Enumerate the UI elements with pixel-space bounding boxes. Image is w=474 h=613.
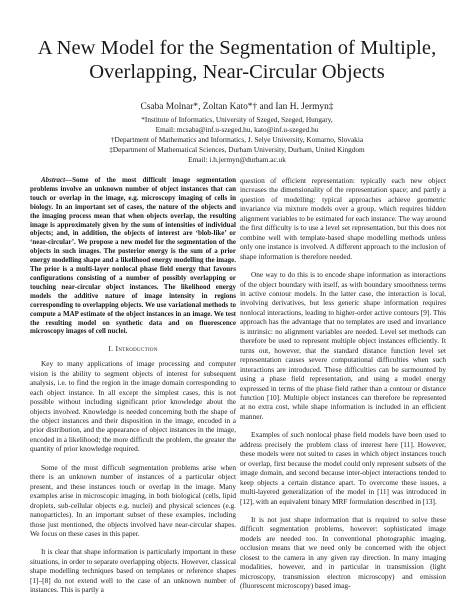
body-paragraph: It is clear that shape information is particularly important in these situations, in order to separate overlapping objects. However, classical shape modelling techniques based on templates or reference shapes [1]–[8] do not extend well to the case of an unknown number of instances. This is partly a xyxy=(30,547,236,595)
body-paragraph: Examples of such nonlocal phase field models have been used to address precisely the problem class of interest here [11]. However, these models were not suited to cases in which object instances touch or overlap, first because the model could only represent subsets of the image domain, and second because inter-object interactions tended to keep objects a certain distance apart. To overcome these issues, a multi-layered generalization of the model in [11] was introduced in [12], with an equivalent binary MRF formulation described in [13]. xyxy=(240,430,446,506)
affiliation-line: ‡Department of Mathematical Sciences, Durham University, Durham, United Kingdom xyxy=(109,144,365,154)
affiliation-line: Email: mcsaba@inf.u-szeged.hu, kato@inf.u-szeged.hu xyxy=(155,124,319,134)
affiliations xyxy=(20,115,454,165)
body-paragraph: Key to many applications of image processing and computer vision is the ability to segment objects of interest for subsequent analysis, i.e. to find the region in the image domain corresponding to each object instance. In all except the simplest cases, this is not possible without including significant prior knowledge about the objects involved. Knowledge is needed concerning both the shape of the object instances and their disposition in the image, encoded in a prior distribution, and the appearance of object instances in the image, encoded in a likelihood; the more difficult the problem, the greater the quantity of prior knowledge required. xyxy=(30,359,236,454)
body-paragraph: One way to do this is to encode shape information as interactions of the object boundary with itself, as with boundary smoothness terms in active contour models. In the latter case, the interaction is local, involving derivatives, but less generic shape information requires nonlocal interactions, leading to higher-order active contours [9]. This approach has the advantage that no templates are used and invariance is intrinsic: no alignment variables are needed. Level set methods can therefore be used to represent multiple object instances efficiently. It turns out, however, that the standard distance function level set representation causes severe computational difficulties when such interactions are introduced. These difficulties can be surmounted by using a phase field representation, and using a model energy expressed in terms of the phase field rather than a contour or distance function [10]. Multiple object instances can therefore be represented at no extra cost, while shape information is included in an efficient manner. xyxy=(240,270,446,421)
affiliation-line: †Department of Mathematics and Informatics, J. Selye University, Komarno, Slovakia xyxy=(110,134,364,144)
body-paragraph: Some of the most difficult segmentation problems arise when there is an unknown number of instances of a particular object present, and these instances touch or overlap in the image. Many examples arise in microscopic imaging, in both biological (cells, lipid droplets, sub-cellular objects e.g. nuclei) and physical sciences (e.g. nanoparticles). In an important subset of these examples, including those just mentioned, the objects involved have near-circular shapes. We focus on these cases in this paper. xyxy=(30,462,236,539)
abstract-text: —Some of the most difficult image segmentation problems involve an unknown number of object instances that can touch or overlap in the image, e.g. microscopy imaging of cells in biology. In an important set of cases, the nature of the objects and the imaging process mean that when objects overlap, the resulting image is approximately given by the sum of intensities of individual objects; and, in addition, the objects of interest are ‘blob-like’ or ‘near-circular’. We propose a new model for the segmentation of the objects in such images. The posterior energy is the sum of a prior energy modelling shape and a likelihood energy modelling the image. The prior is a multi-layer nonlocal phase field energy that favours configurations consisting of a number of possibly overlapping or touching near-circular object instances. The likelihood energy models the additive nature of image intensity in regions corresponding to overlapping objects. We use variational methods to compute a MAP estimate of the object instances in an image. We test the resulting model on synthetic data and on fluorescence microscopy images of cell nuclei. xyxy=(30,176,236,336)
section-heading-introduction: I. Introduction xyxy=(108,344,158,354)
affiliation-line: *Institute of Informatics, University of Szeged, Szeged, Hungary, xyxy=(141,115,333,124)
title-line-1: A New Model for the Segmentation of Multiple, xyxy=(37,37,437,59)
body-paragraph: It is not just shape information that is required to solve these difficult segmentation problems, however: sophisticated image models are needed too. In conventional photographic imaging, occlusion means that we need only be concerned with the object closest to the camera in any given ray direction. In many imaging modalities, however, and in particular in transmission (light microscopy, transmission electron microscopy) and emission (fluorescent microscopy) based imag- xyxy=(240,514,446,591)
paper-title xyxy=(20,36,454,84)
right-column xyxy=(240,176,446,591)
abstract-lead: Abstract xyxy=(41,176,66,184)
left-column xyxy=(30,176,236,595)
abstract xyxy=(30,176,236,336)
title-line-2: Overlapping, Near-Circular Objects xyxy=(89,61,385,83)
affiliation-line: Email: i.h.jermyn@durham.ac.uk xyxy=(188,154,286,164)
body-paragraph: question of efficient representation: typically each new object increases the dimensionality of the representation space; and partly a question of modelling: typical approaches achieve geometric invariance via mixture models over a group, which requires hidden alignment variables to be estimated for each instance. The way around the first difficulty is to use a level set representation, but this does not combine well with template-based shape modelling methods unless only one instance is involved. A different approach to the inclusion of shape information is therefore needed. xyxy=(240,176,446,261)
author-list: Csaba Molnar*, Zoltan Kato*† and Ian H. Jermyn‡ xyxy=(140,102,334,112)
